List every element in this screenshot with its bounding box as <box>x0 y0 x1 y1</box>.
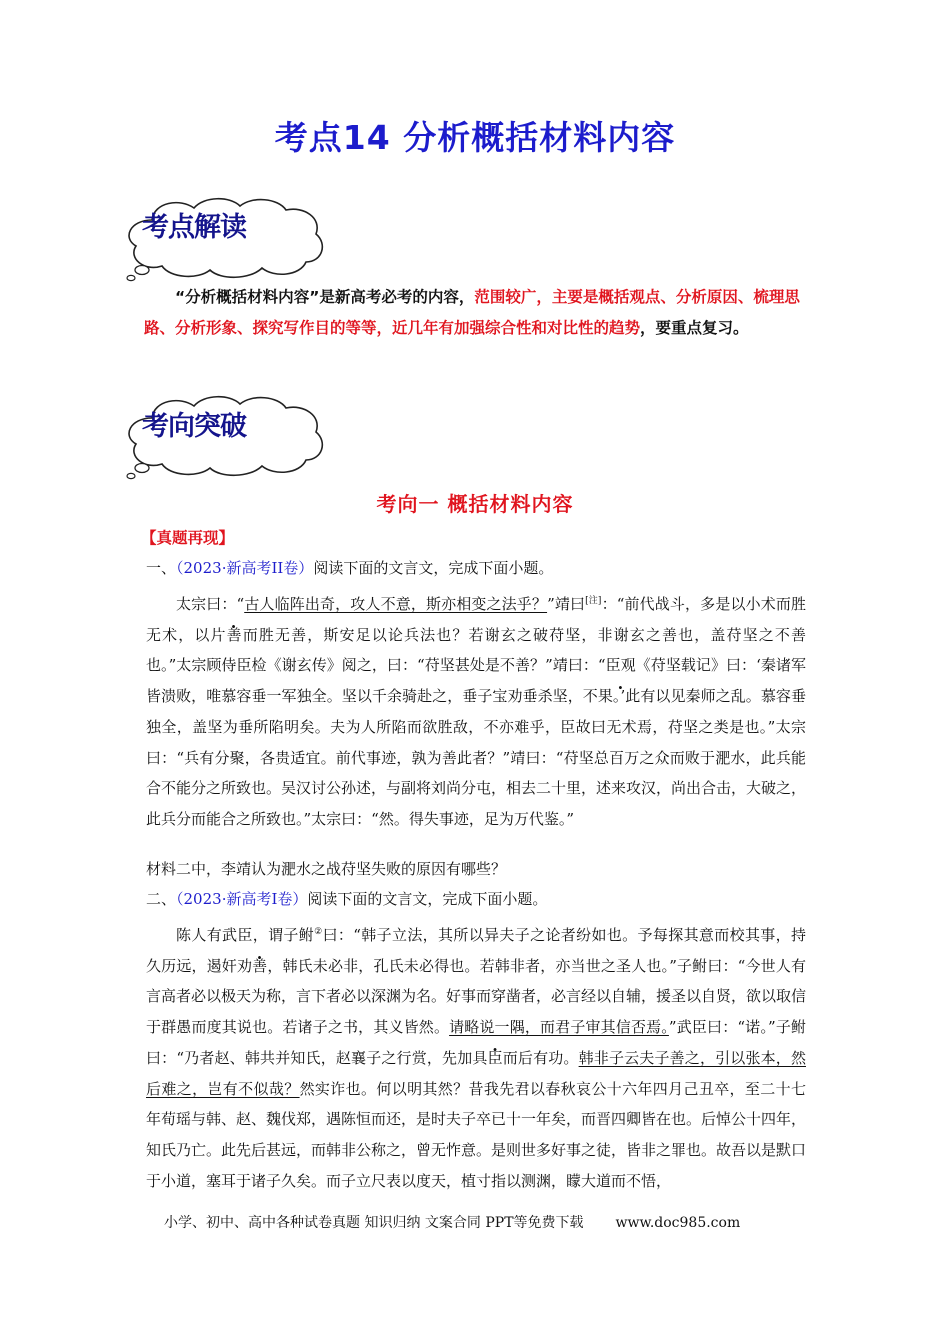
passage-2 <box>146 917 806 1196</box>
intro-text-2: ，要重点复习。 <box>640 319 749 337</box>
badge-direction-breakthrough: 考向突破 <box>142 411 246 442</box>
intro-text-1: “分析概括材料内容”是新高考必考的内容， <box>175 288 475 306</box>
footer-url[interactable]: www.doc985.com <box>615 1215 741 1231</box>
question-instruction: 阅读下面的文言文，完成下面小题。 <box>313 559 554 577</box>
underlined-sentence: 古人临阵出奇，攻人不意，斯亦相变之法乎？ <box>244 595 548 613</box>
intro-text-highlight: 范围较广，主要是概括观点、分析原因、梳理思路、分析形象、探究写作目的等等，近几年有加强综合性和对比性的趋势 <box>144 288 800 337</box>
passage-text: 善而胜无善，斯安足以论兵法也？若谢玄之破苻坚，非谢玄之善也，盖苻坚之不善也。”太宗顾侍臣检《谢玄传》阅之，曰：“苻坚甚处是不善？”靖曰：“臣观《苻坚载记》曰：‘秦诸军皆溃败，唯慕容垂一军独全。坚以千余骑赴之，垂子宝劝垂杀坚，不 <box>146 625 806 706</box>
emphasis-dot-char: 果 <box>597 687 613 706</box>
footnote-marker: ② <box>314 927 323 937</box>
passage-text: 陈人有武臣，谓子鲋 <box>176 926 315 944</box>
question-source: （2023·新高考II卷） <box>176 559 314 577</box>
page-title: 考点14 分析概括材料内容 <box>274 118 676 157</box>
emphasis-dot-char: 劝 <box>236 956 253 975</box>
section-heading: 考向一 概括材料内容 <box>376 492 574 516</box>
passage-text: 。’此有以见秦师之乱。慕容垂独全，盖坚为垂所陷明矣。夫为人所陷而欲胜敌，不亦难乎，臣故曰无术焉，苻坚之类是也。”太宗曰：“兵有分聚，各贵适宜。前代事迹，孰为善此者？”靖曰：“苻坚总百万之众而败于淝水，此兵能合不能分之所致也。吴汉讨公孙述，与副将刘尚分屯，相去二十里，述来攻汉，尚出合击，大破之，此兵分而能合之所致也。”太宗曰：“然。得失事迹，足为万代鉴。” <box>146 687 807 828</box>
passage-text: 曰：“韩子立法，其所以异夫子之论者纷如也。予每探其意而校其事，持久历远，遏奸 <box>146 926 806 975</box>
emphasis-dot-char: 片 <box>210 625 227 644</box>
passage-text: 太宗曰：“ <box>176 595 245 613</box>
passage-text: 然实诈也。何以明其然？昔我先君以春秋哀公十六年四月己丑卒，至二十七年荀瑶与韩、赵、魏伐郑，遇陈恒而还，是时夫子卒已十一年矣，而晋四卿皆在也。后悼公十四年，知氏乃亡。此先后甚远，而韩非公称之，曾无怍意。是则世多好事之徒，皆非之罪也。故吾以是默口于小道，塞耳于诸子久矣。而子立尺表以度天，植寸指以测渊，矇大道而不悟， <box>146 1079 807 1190</box>
passage-text: ”武臣曰：“诺。”子鲋曰：“乃者赵、韩共并知氏，赵襄子之行赏，先加 <box>146 1018 806 1067</box>
subheading-real-questions: 【真题再现】 <box>141 529 235 547</box>
question-1-prompt: 材料二中，李靖认为淝水之战苻坚失败的原因有哪些？ <box>146 860 507 878</box>
page-footer <box>164 1212 740 1232</box>
question-2-header <box>146 889 547 909</box>
footer-text: 小学、初中、高中各种试卷真题 知识归纳 文案合同 PPT等免费下载 <box>164 1215 584 1231</box>
question-1-header <box>146 558 553 578</box>
passage-text: ”靖曰 <box>547 595 586 613</box>
question-number: 一、 <box>146 559 177 577</box>
passage-1 <box>146 586 806 835</box>
question-instruction: 阅读下面的文言文，完成下面小题。 <box>307 890 548 908</box>
passage-text: 臣而后有功。 <box>487 1048 579 1067</box>
passage-text: ：“前代战斗，多是以小术而胜无术，以 <box>146 595 806 644</box>
badge-exam-point-interpretation: 考点解读 <box>142 212 246 243</box>
underlined-sentence: 请略说一隅，而君子审其信否焉。 <box>449 1018 669 1037</box>
footnote-marker: [注] <box>585 596 602 606</box>
intro-paragraph <box>144 282 824 344</box>
question-number: 二、 <box>146 890 177 908</box>
underlined-sentence: 韩非子云夫子善之，引以张本，然后难之，岂有不似哉？ <box>146 1048 806 1098</box>
emphasis-dot-char: 具 <box>472 1048 488 1067</box>
question-source: （2023·新高考I卷） <box>176 890 308 908</box>
passage-text: 善，韩氏未必非，孔氏未必得也。若韩非者，亦当世之圣人也。”子鲋曰：“今世人有言高者必以极天为称，言下者必以深渊为名。好事而穿凿者，必言经以自辅，援圣以自贤，欲以取信于群愚而度其说也。若诸子之书，其义皆然。 <box>146 956 807 1037</box>
